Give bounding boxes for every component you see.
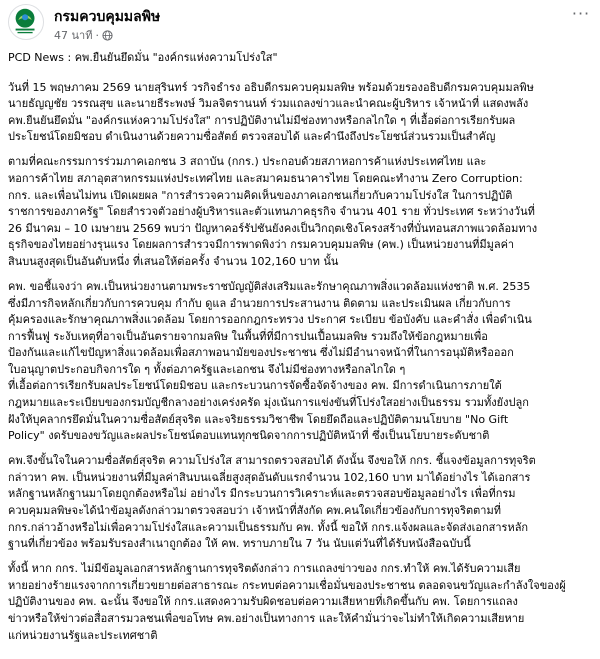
page-avatar[interactable] <box>8 4 44 40</box>
post-timestamp[interactable]: 47 นาที <box>54 29 93 42</box>
page-name-link[interactable]: กรมควบคุมมลพิษ <box>54 9 161 25</box>
post-headline: PCD News : คพ.ยืนยันยึดมั่น "องค์กรแห่งความโปร่งใส" <box>8 51 278 64</box>
post-header <box>8 4 592 42</box>
post-paragraph: ตามที่คณะกรรมการร่วมภาคเอกชน 3 สถาบัน (กกร.) ประกอบด้วยสภาหอการค้าแห่งประเทศไทย และ หอการค้าไทย สภาอุตสาหกรรมแห่งประเทศไทย และสมาคมธนาคารไทย โดยคณะทำงาน Zero Corruption: กกร. และเพื่อนไม่ทน เปิดเผยผล "การสำรวจความคิดเห็นของภาคเอกชนเกี่ยวกับความโปร่งใส ในการปฏิบัติ ราชการของภาครัฐ" โดยสำรวจตัวอย่างผู้บริหารและตัวแทนภาคธุรกิจ จำนวน 401 ราย ทั่วประเทศ ระหว่างวันที่ 26 มีนาคม – 10 เมษายน 2569 พบว่า ปัญหาคอร์รัปชันยังคงเป็นวิกฤตเชิงโครงสร้างที่บั่นทอนสภาพแวดล้อมทาง ธุรกิจของไทยอย่างรุนแรง โดยผลการสำรวจมีการพาดพิงว่า กรมควบคุมมลพิษ (คพ.) เป็นหน่วยงานที่มีมูลค่า สินบนสูงสุดเป็นอันดับหนึ่ง ที่เสนอให้ต่อครั้ง จำนวน 102,160 บาท นั้น <box>8 155 538 268</box>
post-paragraph: คพ. ขอชี้แจงว่า คพ.เป็นหน่วยงานตามพระราชบัญญัติส่งเสริมและรักษาคุณภาพสิ่งแวดล้อมแห่งชาติ พ.ศ. 2535 ซึ่งมีภารกิจหลักเกี่ยวกับการควบคุม กำกับ ดูแล อำนวยการประสานงาน ติดตาม และประเมินผล เกี่ยวกับการ คุ้มครองและรักษาคุณภาพสิ่งแวดล้อม โดยการออกกฎกระทรวง ประกาศ ระเบียบ ข้อบังคับ และคำสั่ง เพื่อดำเนิน การฟื้นฟู ระงับเหตุที่อาจเป็นอันตรายจากมลพิษ ในพื้นที่ที่มีการปนเปื้อนมลพิษ รวมถึงให้ข้อกฎหมายเพื่อ ป้องกันและแก้ไขปัญหาสิ่งแวดล้อมเพื่อสภาพอนามัยของประชาชน ซึ่งไม่มีอำนาจหน้าที่ในการอนุมัติหรือออก ใบอนุญาตประกอบกิจการใด ๆ ทั้งต่อภาครัฐและเอกชน จึงไม่มีช่องทางหรือกลไกใด ๆ ที่เอื้อต่อการเรียกรับผลประโยชน์โดยมิชอบ และกระบวนการจัดซื้อจัดจ้างของ คพ. มีการดำเนินการภายใต้ กฎหมายและระเบียบของกรมบัญชีกลางอย่างเคร่งครัด มุ่งเน้นการแข่งขันที่โปร่งใสอย่างเป็นธรรม รวมทั้งยังปลูก ฝังให้บุคลากรยึดมั่นในความซื่อสัตย์สุจริต และจริยธรรมวิชาชีพ โดยยึดถือและปฏิบัติตามนโยบาย "No Gift Policy" งดรับของขวัญและผลประโยชน์ตอบแทนทุกชนิดจากการปฏิบัติหน้าที่ ซึ่งเป็นนโยบายระดับชาติ <box>8 279 532 443</box>
post-paragraph: ทั้งนี้ หาก กกร. ไม่มีข้อมูลเอกสารหลักฐานการทุจริตดังกล่าว การแถลงข่าวของ กกร.ทำให้ คพ.ได้รับความเสีย หายอย่างร้ายแรงจากการเกี่ยวขยายต่อสาธารณะ กระทบต่อความเชื่อมั่นของประชาชน ตลอดจนขวัญและกำลังใจของผู้ ปฏิบัติงานของ คพ. ฉะนั้น จึงขอให้ กกร.แสดงความรับผิดชอบต่อความเสียหายที่เกิดขึ้นกับ คพ. โดยการแถลง ข่าวหรือให้ข่าวต่อสื่อสารมวลชนเพื่อขอโทษ คพ.อย่างเป็นทางการ และให้คำมั่นว่าจะไม่ทำให้เกิดความเสียหาย แก่หน่วยงานรัฐและประเทศชาติ <box>8 562 566 642</box>
post-body <box>8 50 596 653</box>
post-meta: 47 นาที · <box>54 26 113 44</box>
post-paragraph: คพ.จึงขั้นใจในความซื่อสัตย์สุจริต ความโปร่งใส สามารถตรวจสอบได้ ดังนั้น จึงขอให้ กกร. ชี้แจงข้อมูลการทุจริต กล่าวหา คพ. เป็นหน่วยงานที่มีมูลค่าสินบนเฉลี่ยสูงสุดอันดับแรกจำนวน 102,160 บาท มาได้อย่างไร ได้เอกสาร หลักฐานหลักฐานมาโดยถูกต้องหรือไม่ อย่างไร มีกระบวนการวิเคราะห์และตรวจสอบข้อมูลอย่างไร เพื่อที่กรม ควบคุมมลพิษจะได้นำข้อมูลดังกล่าวมาตรวจสอบว่า เจ้าหน้าที่สังกัด คพ.คนใดเกี่ยวข้องกับการทุจริตตามที่ กกร.กล่าวอ้างหรือไม่เพื่อความโปร่งใสและความเป็นธรรมกับ คพ. ทั้งนี้ ขอให้ กกร.แจ้งผลและจัดส่งเอกสารหลัก ฐานที่เกี่ยวข้อง พร้อมรับรองสำเนาถูกต้อง ให้ คพ. ทราบภายใน 7 วัน นับแต่วันที่ได้รับหนังสือฉบับนี้ <box>8 454 536 551</box>
pcd-logo-icon <box>9 5 43 39</box>
globe-icon <box>102 30 113 41</box>
post-paragraph: วันที่ 15 พฤษภาคม 2569 นายสุรินทร์ วรกิจธำรง อธิบดีกรมควบคุมมลพิษ พร้อมด้วยรองอธิบดีกรมควบคุมมลพิษ นายธัญญชัย วรรณสุข และนายธีระพงษ์ วิมลจิตรานนท์ ร่วมแถลงข่าวและนำคณะผู้บริหาร เจ้าหน้าที่ แสดงพลัง คพ.ยืนยันยึดมั่น "องค์กรแห่งความโปร่งใส" การปฏิบัติงานไม่มีช่องทางหรือกลไกใด ๆ ที่เอื้อต่อการเรียกรับผล ประโยชน์โดยมิชอบ ดำเนินงานด้วยความซื่อสัตย์ ตรวจสอบได้ และคำนึงถึงประโยชน์ส่วนรวมเป็นสำคัญ <box>8 80 534 144</box>
more-options-button[interactable]: ··· <box>571 4 591 23</box>
